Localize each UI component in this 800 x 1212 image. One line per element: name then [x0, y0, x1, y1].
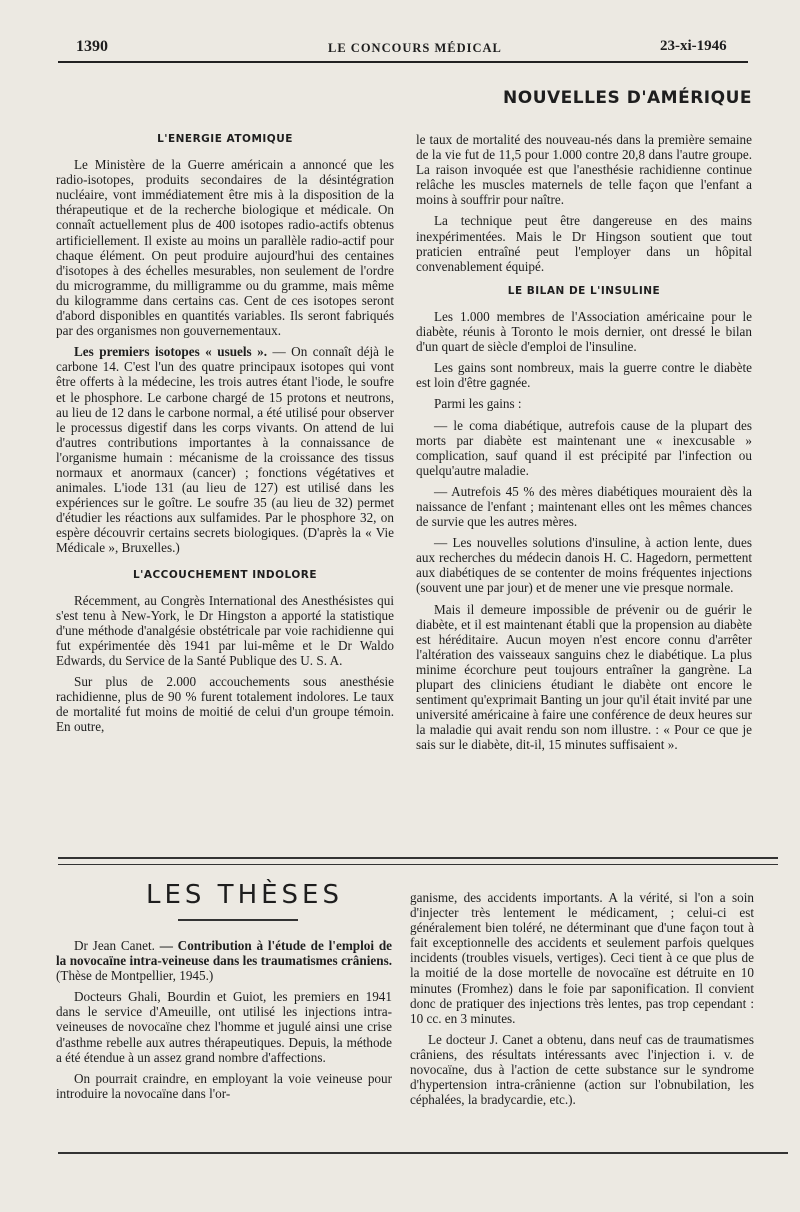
- insuline-paragraph-2: Les gains sont nombreux, mais la guerre contre le diabète est loin d'être gagnée.: [416, 360, 752, 391]
- section-divider: [58, 857, 778, 859]
- energie-paragraph-2-text: — On connaît déjà le carbone 14. C'est l'un des quatre principaux isotopes qui vont être offerts à la médecine, les trois autres étant l'iode, le soufre et le phosphore. Le carbone chargé de 15 protons et neutrons, au lieu de 12 dans le carbone normal, a été utilisé pour observer le processus digestif dans les corps vivants. On attend de lui d'autres contributions importantes à la connaissance de l'organisme humain : mécanisme de la croissance des tissus normaux et anormaux (cancer) ; fonctions végétatives et animales. L'iode 131 (au lieu de 127) est utilisé dans les expériences sur le goître. Le soufre 35 (au lieu de 32) permet d'étudier les réactions aux sulfamides. Par le phosphore 32, on espère découvrir certains secrets biologiques. (D'après la « Vie Médicale », Bruxelles.): [56, 344, 394, 556]
- column-left-top: [56, 132, 394, 740]
- section-title: NOUVELLES D'AMÉRIQUE: [503, 88, 752, 108]
- theses-work-title: — Contribution à l'étude de l'emploi de la novocaïne intra-veineuse dans les traumatismes crâniens.: [56, 938, 393, 969]
- energie-subhead: Les premiers isotopes « usuels ».: [74, 344, 268, 360]
- insuline-paragraph-5: — Autrefois 45 % des mères diabétiques mouraient dès la naissance de l'enfant ; maintenant elles ont les mêmes chances de survie que les autres mères.: [416, 483, 752, 530]
- header-rule: [58, 61, 748, 63]
- energie-paragraph-2: [56, 344, 394, 555]
- issue-date: 23-xi-1946: [660, 38, 727, 54]
- theses-title-rule: [178, 919, 298, 921]
- column-right-bottom: [410, 890, 754, 1113]
- theses-work-note: (Thèse de Montpellier, 1945.): [56, 968, 214, 984]
- insuline-paragraph-4: — le coma diabétique, autrefois cause de la plupart des morts par diabète est maintenant une « inexcusable » complication, sauf quand il est précipité par l'infection ou quelqu'autre maladie.: [416, 417, 752, 478]
- theses-paragraph-3: ganisme, des accidents importants. A la vérité, si l'on a soin d'injecter très lentement le médicament, ; celui-ci est généralement bien toléré, ne déterminant que d'une façon tout à fait exceptionnelle des accidents et seulement parfois quelques incidents (troubles visuels, vertiges). Ceci tient à ce que plus de la moitié de la dose mortelle de novocaïne est détruite en 10 minutes (Fromhez) dans le foie par saponification. Il convient donc de pratiquer des injections très lentes, pas trop cependant : 10 cc. en 3 minutes.: [410, 890, 754, 1026]
- journal-title: LE CONCOURS MÉDICAL: [328, 41, 502, 55]
- insuline-paragraph-6: — Les nouvelles solutions d'insuline, à action lente, dues aux recherches du médecin danois H. C. Hagedorn, permettent aux diabétiques de se contenter de moins fréquentes injections (souvent une par jour) et de mener une vie presque normale.: [416, 535, 752, 596]
- article-heading-insuline: LE BILAN DE L'INSULINE: [507, 284, 661, 297]
- theses-paragraph-4: Le docteur J. Canet a obtenu, dans neuf cas de traumatismes crâniens, des résultats intéressants avec l'injection i. v. de novocaïne, dus à l'action de cette substance sur le syndrome d'hypertension intra-crânienne (action sur l'obnubilation, les céphalées, la bradycardie, etc.).: [410, 1031, 754, 1108]
- accouchement-paragraph-3: le taux de mortalité des nouveau-nés dans la première semaine de la vie fut de 11,5 pour 1.000 contre 20,8 dans l'autre groupe. La raison invoquée est que l'anesthésie rachidienne continue relâche les muscles maternels de telle façon que l'enfant a moins à souffrir pour naître.: [416, 132, 752, 208]
- column-right-top: [416, 132, 752, 758]
- accouchement-paragraph-4: La technique peut être dangereuse en des mains inexpérimentées. Mais le Dr Hingson soutient que tout praticien entraîné peut l'employer dans un hôpital convenablement équipé.: [416, 213, 752, 274]
- article-heading-energie: L'ENERGIE ATOMIQUE: [157, 133, 293, 145]
- page-number: 1390: [76, 38, 108, 55]
- article-heading-accouchement: L'ACCOUCHEMENT INDOLORE: [132, 568, 318, 581]
- column-left-bottom: [56, 938, 392, 1107]
- theses-title: LES THÈSES: [146, 880, 343, 910]
- insuline-paragraph-7: Mais il demeure impossible de prévenir ou de guérir le diabète, et il est maintenant établi que la propension au diabète est héréditaire. Aucun moyen n'est encore connu d'arrêter l'altération des vaisseaux sanguins chez le diabétique. La plus minime écorchure peut toujours entraîner la gangrène. La plupart des cliniciens étudiant le diabète ont encore le sentiment qu'exprimait Banting un jour qu'il était invité par une université américaine à faire une conférence de deux heures sur la maladie qui avait rendu son nom illustre. : « Pour ce que je sais sur le diabète, dit-il, 15 minutes suffisaient ».: [416, 601, 752, 753]
- section-divider-thin: [58, 864, 778, 865]
- theses-author: Dr Jean Canet.: [74, 938, 155, 953]
- theses-citation: [56, 938, 392, 983]
- insuline-paragraph-3: Parmi les gains :: [434, 396, 522, 412]
- accouchement-paragraph-2: Sur plus de 2.000 accouchements sous anesthésie rachidienne, plus de 90 % furent totalement indolores. Le taux de mortalité fut moins de moitié de celui d'un groupe témoin. En outre,: [56, 674, 394, 735]
- theses-paragraph-2: On pourrait craindre, en employant la voie veineuse pour introduire la novocaïne dans l'or-: [56, 1070, 392, 1101]
- energie-paragraph-1: Le Ministère de la Guerre américain a annoncé que les radio-isotopes, produits secondaires de la désintégration nucléaire, vont immédiatement être mis à la disposition de la thérapeutique et de la recherche biologique et médicale. On connaît actuellement plus de 400 isotopes radio-actifs obtenus artificiellement. Il existe au moins un parallèle radio-actif pour chaque élément. On peut produire aujourd'hui des centaines d'isotopes à des échelles mesurables, non seulement de l'ordre du microgramme, du milligramme ou du gramme, mais même du kilogramme dans certains cas. Cent de ces isotopes seront d'abord disponibles en quantités variables. Ils seront fabriqués par des organismes non gouvernementaux.: [56, 157, 394, 339]
- footer-rule: [58, 1152, 788, 1154]
- theses-paragraph-1: Docteurs Ghali, Bourdin et Guiot, les premiers en 1941 dans le service d'Ameuille, ont utilisé les injections intra-veineuses de novocaïne chez l'homme et jugulé ainsi une crise d'asthme rebelle aux autres thérapeutiques. Depuis, la méthode a été étendue à un assez grand nombre d'affections.: [56, 989, 392, 1065]
- accouchement-paragraph-1: Récemment, au Congrès International des Anesthésistes qui s'est tenu à New-York, le Dr Hingston a apporté la statistique d'une méthode d'analgésie obstétricale par voie rachidienne qui fut expérimentée dès 1941 par lui-même et le Dr Waldo Edwards, du Service de la Santé Publique des U. S. A.: [56, 592, 394, 668]
- insuline-paragraph-1: Les 1.000 membres de l'Association américaine pour le diabète, réunis à Toronto le mois dernier, ont dressé le bilan d'un quart de siècle d'emploi de l'insuline.: [416, 308, 752, 355]
